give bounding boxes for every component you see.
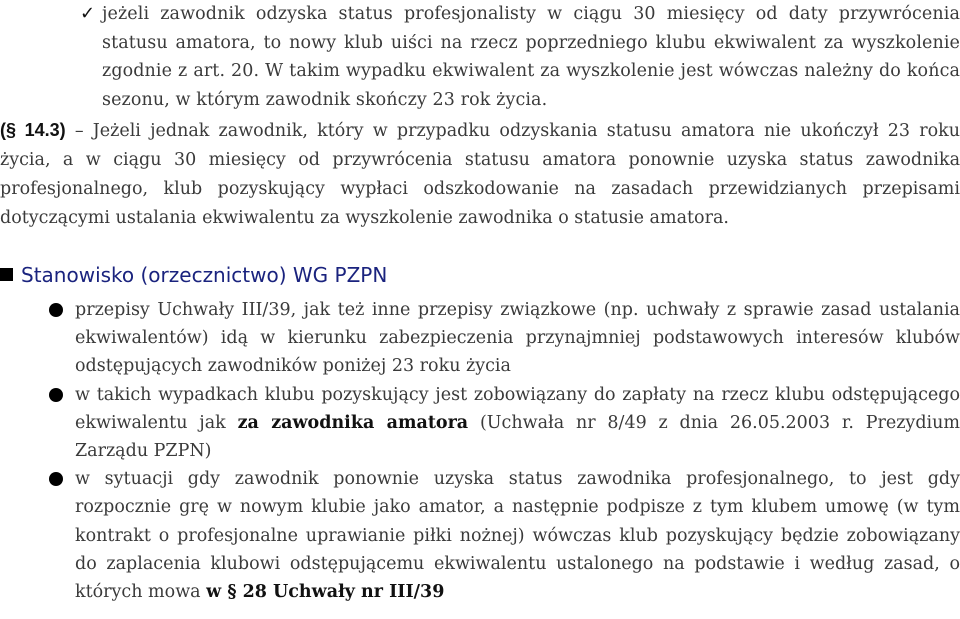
list-item-text-after: (Uchwała nr 8/49 z dnia 26.05.2003 r. Prezydium Zarządu PZPN) (75, 412, 960, 462)
article-text: – Jeżeli jednak zawodnik, który w przypadku odzyskania statusu amatora nie ukończył 23 roku życia, a w ciągu 30 miesięcy od przywrócenia statusu amatora ponownie uzyska status zawodnika profesjonalnego, klub pozyskujący wypłaci odszkodowanie na zasadach przewidzianych przepisami dotyczącymi ustalania ekwiwalentu za wyszkolenie zawodnika o statusie amatora. (0, 121, 960, 228)
list-item-bold-text: w § 28 Uchwały nr III/39 (206, 582, 445, 603)
list-item-bold-text: za zawodnika amatora (237, 412, 469, 433)
list-item-text: w sytuacji gdy zawodnik ponownie uzyska status zawodnika profesjonalnego, to jest gdy rozpocznie grę w nowym klubie jako amator, a następnie podpisze z tym klubem umowę (w tym kontrakt o profesjonalne uprawianie piłki nożnej) wówczas klub pozyskujący będzie zobowiązany do zaplacenia klubowi odstępującemu ekwiwalentu ustalonego na podstawie i według zasad, o których mowa (75, 469, 960, 603)
list-item (0, 465, 960, 606)
article-paragraph (0, 116, 960, 233)
round-bullet-icon (49, 303, 63, 317)
bullet-list (0, 296, 960, 606)
list-item (0, 296, 960, 381)
checkmark-icon: ✓ (80, 3, 96, 24)
article-number: (§ 14.3) (0, 120, 66, 140)
check-item-text: jeżeli zawodnik odzyska status profesjonalisty w ciągu 30 miesięcy od daty przywrócenia statusu amatora, to nowy klub uiści na rzecz poprzedniego klubu ekwiwalent za wyszkolenie zgodnie z art. 20. W takim wypadku ekwiwalent za wyszkolenie jest wówczas należny do końca sezonu, w którym zawodnik skończy 23 rok życia. (102, 4, 960, 110)
round-bullet-icon (49, 388, 63, 402)
list-item-text: przepisy Uchwały III/39, jak też inne przepisy związkowe (np. uchwały z sprawie zasad ustalania ekwiwalentów) idą w kierunku zabezpieczenia przynajmniej podstawowych interesów klubów odstępujących zawodników poniżej 23 roku życia (75, 300, 960, 377)
list-item-text: w takich wypadkach klubu pozyskujący jest zobowiązany do zapłaty na rzecz klubu odstępującego ekwiwalentu jak (75, 384, 960, 433)
section-heading-text: Stanowisko (orzecznictwo) WG PZPN (21, 263, 388, 287)
list-item (0, 381, 960, 466)
round-bullet-icon (49, 472, 63, 486)
square-bullet-icon (0, 268, 13, 281)
check-item (80, 0, 960, 114)
section-heading (0, 261, 960, 289)
